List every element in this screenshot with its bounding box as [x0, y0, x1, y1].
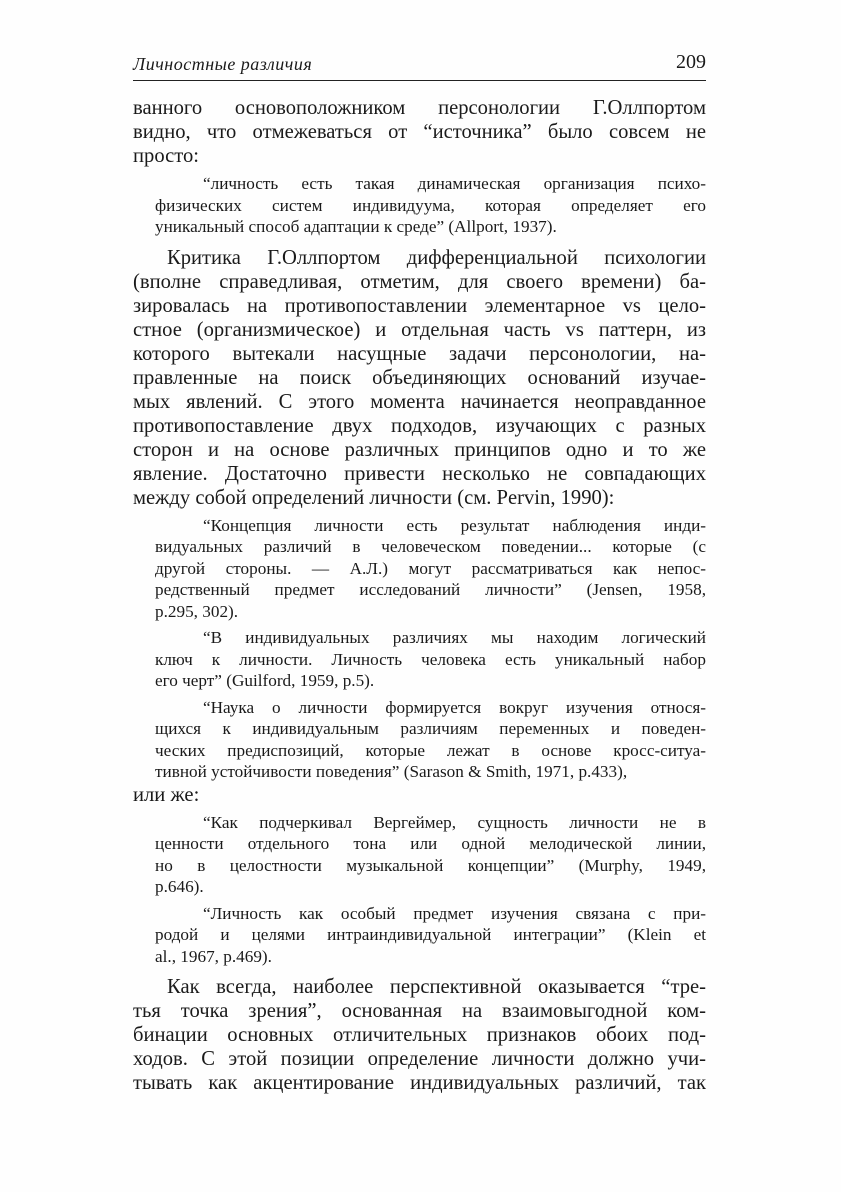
quote-line: “Личность как особый предмет изучения связана с при- [203, 903, 706, 923]
quote-line: тивной устойчивости поведения” (Sarason & Smith, 1971, p.433), [155, 762, 628, 781]
quotation [133, 697, 706, 783]
quote-line: ключ к личности. Личность человека есть уникальный набор [155, 649, 706, 669]
quote-line: “Наука о личности формируется вокруг изучения относя- [203, 697, 706, 717]
paragraph [133, 96, 706, 168]
quotation [133, 627, 706, 692]
quote-line: p.646). [155, 877, 204, 896]
quotation [133, 903, 706, 968]
text-line: Критика Г.Оллпортом дифференциальной психологии [167, 246, 706, 269]
page-header [133, 46, 706, 81]
page-number: 209 [676, 51, 706, 73]
paragraph [133, 246, 706, 510]
text-line: бинации основных отличительных признаков обоих под- [133, 1024, 706, 1046]
quote-line: ческих предиспозиций, которые лежат в основе кросс-ситуа- [155, 740, 706, 760]
text-line: просто: [133, 145, 200, 167]
quote-line: “личность есть такая динамическая организация психо- [203, 174, 706, 193]
page-body [133, 96, 706, 1095]
text-line: стное (организмическое) и отдельная часть vs паттерн, из [133, 318, 706, 341]
text-line: между собой определений личности (см. Pervin, 1990): [133, 486, 615, 509]
text-line: или же: [133, 783, 200, 806]
quote-line: “Как подчеркивал Вергеймер, сущность личности не в [203, 812, 706, 832]
running-head: Личностные различия [133, 54, 313, 74]
text-line: правленные на поиск объединяющих оснований изучае- [133, 366, 706, 389]
text-line: (вполне справедливая, отметим, для своего времени) ба- [133, 270, 706, 293]
quote-line: редственный предмет исследований личности” (Jensen, 1958, [155, 580, 706, 599]
quote-line: al., 1967, p.469). [155, 946, 272, 966]
text-line: сторон и на основе различных принципов одно и то же [133, 438, 706, 461]
text-line: явление. Достаточно привести несколько не совпадающих [133, 462, 706, 485]
text-line: ванного основоположником персонологии Г.Оллпортом [133, 97, 706, 119]
quote-line: щихся к индивидуальным различиям переменных и поведен- [155, 719, 706, 738]
text-line: которого вытекали насущные задачи персонологии, на- [133, 342, 706, 365]
text-line: противопоставление двух подходов, изучающих с разных [133, 414, 706, 437]
text-line: тывать как акцентирование индивидуальных различий, так [133, 1072, 706, 1094]
quotation [133, 515, 706, 623]
quote-line: p.295, 302). [155, 601, 239, 621]
quote-line: “Концепция личности есть результат наблюдения инди- [203, 515, 706, 535]
quote-line: его черт” (Guilford, 1959, p.5). [155, 671, 375, 690]
text-line: видно, что отмежеваться от “источника” было совсем не [133, 121, 706, 143]
text-line: мых явлений. С этого момента начинается неоправданное [133, 390, 706, 413]
quote-line: родой и целями интраиндивидуальной интеграции” (Klein et [155, 925, 706, 944]
quote-line: видуальных различий в человеческом поведении... которые (с [155, 537, 706, 556]
quote-line: другой стороны. — А.Л.) могут рассматриваться как непос- [155, 558, 706, 578]
quotation [133, 812, 706, 898]
quote-line: “В индивидуальных различиях мы находим логический [203, 628, 706, 647]
text-line: тья точка зрения”, основанная на взаимовыгодной ком- [133, 1000, 706, 1022]
text-line: ходов. С этой позиции определение личности должно учи- [133, 1048, 706, 1070]
text-line: зировалась на противопоставлении элементарное vs цело- [133, 294, 706, 317]
quote-line: уникальный способ адаптации к среде” (Allport, 1937). [155, 217, 557, 236]
text-line: Как всегда, наиболее перспективной оказывается “тре- [167, 976, 706, 998]
quote-line: но в целостности музыкальной концепции” (Murphy, 1949, [155, 855, 706, 875]
quote-line: ценности отдельного тона или одной мелодической линии, [155, 834, 706, 853]
paragraph [133, 975, 706, 1095]
quote-line: физических систем индивидуума, которая определяет его [155, 195, 706, 215]
quotation [133, 173, 706, 238]
